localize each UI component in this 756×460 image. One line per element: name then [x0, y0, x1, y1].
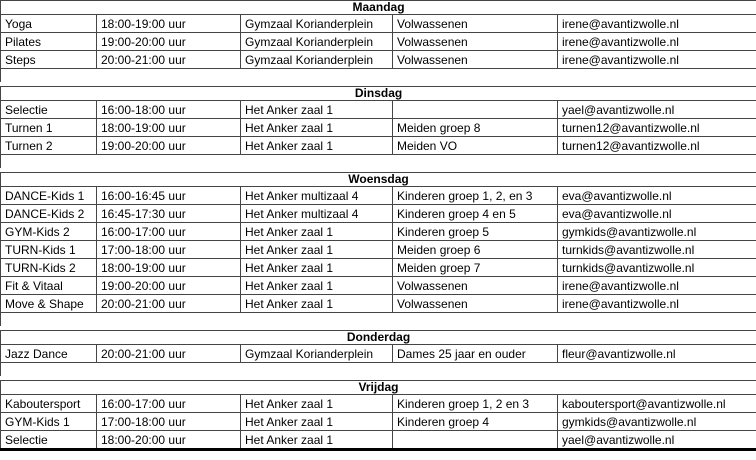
time-cell: 20:00-21:00 uur: [97, 295, 241, 313]
table-row: [1, 101, 756, 119]
location-cell: Het Anker multizaal 4: [241, 187, 393, 205]
time-cell: 18:00-19:00 uur: [97, 119, 241, 137]
table-row: [1, 223, 756, 241]
location-cell: Gymzaal Korianderplein: [241, 15, 393, 33]
time-cell: 16:00-16:45 uur: [97, 187, 241, 205]
table-row: [1, 277, 756, 295]
group-cell: Meiden VO: [393, 137, 558, 155]
activity-cell: Steps: [1, 51, 97, 69]
email-cell: irene@avantizwolle.nl: [558, 15, 756, 33]
email-cell: irene@avantizwolle.nl: [558, 277, 756, 295]
table-row: [1, 345, 756, 363]
schedule-table-donderdag: [0, 330, 756, 363]
activity-cell: TURN-Kids 2: [1, 259, 97, 277]
section-gap: [0, 363, 756, 380]
activity-cell: Kaboutersport: [1, 395, 97, 413]
location-cell: Het Anker zaal 1: [241, 223, 393, 241]
time-cell: 16:45-17:30 uur: [97, 205, 241, 223]
email-cell: yael@avantizwolle.nl: [558, 431, 756, 450]
group-cell: [393, 431, 558, 450]
group-cell: Kinderen groep 1, 2 en 3: [393, 395, 558, 413]
group-cell: Volwassenen: [393, 51, 558, 69]
email-cell: turnen12@avantizwolle.nl: [558, 119, 756, 137]
activity-cell: Turnen 2: [1, 137, 97, 155]
day-header-row: [1, 331, 756, 345]
table-row: [1, 395, 756, 413]
table-row: [1, 413, 756, 431]
table-row: [1, 137, 756, 155]
group-cell: Meiden groep 7: [393, 259, 558, 277]
location-cell: Het Anker multizaal 4: [241, 205, 393, 223]
location-cell: Het Anker zaal 1: [241, 241, 393, 259]
email-cell: fleur@avantizwolle.nl: [558, 345, 756, 363]
email-cell: turnkids@avantizwolle.nl: [558, 259, 756, 277]
location-cell: Gymzaal Korianderplein: [241, 33, 393, 51]
email-cell: irene@avantizwolle.nl: [558, 51, 756, 69]
section-gap: [0, 155, 756, 172]
location-cell: Gymzaal Korianderplein: [241, 51, 393, 69]
schedule-table-dinsdag: [0, 86, 756, 155]
activity-cell: Pilates: [1, 33, 97, 51]
group-cell: Kinderen groep 4: [393, 413, 558, 431]
table-row: [1, 187, 756, 205]
time-cell: 19:00-20:00 uur: [97, 277, 241, 295]
schedule-table-woensdag: [0, 172, 756, 313]
activity-cell: DANCE-Kids 1: [1, 187, 97, 205]
email-cell: irene@avantizwolle.nl: [558, 295, 756, 313]
activity-cell: Selectie: [1, 101, 97, 119]
table-row: [1, 295, 756, 313]
activity-cell: Turnen 1: [1, 119, 97, 137]
time-cell: 18:00-19:00 uur: [97, 259, 241, 277]
location-cell: Het Anker zaal 1: [241, 119, 393, 137]
day-header-row: [1, 173, 756, 187]
table-row: [1, 241, 756, 259]
email-cell: yael@avantizwolle.nl: [558, 101, 756, 119]
location-cell: Het Anker zaal 1: [241, 277, 393, 295]
time-cell: 16:00-17:00 uur: [97, 395, 241, 413]
group-cell: Volwassenen: [393, 295, 558, 313]
location-cell: Het Anker zaal 1: [241, 295, 393, 313]
time-cell: 18:00-20:00 uur: [97, 431, 241, 450]
time-cell: 17:00-18:00 uur: [97, 413, 241, 431]
table-row: [1, 51, 756, 69]
activity-cell: Selectie: [1, 431, 97, 450]
table-row: [1, 15, 756, 33]
group-cell: Meiden groep 6: [393, 241, 558, 259]
time-cell: 19:00-20:00 uur: [97, 33, 241, 51]
day-header-row: [1, 381, 756, 395]
time-cell: 17:00-18:00 uur: [97, 241, 241, 259]
section-gap: [0, 69, 756, 86]
time-cell: 18:00-19:00 uur: [97, 15, 241, 33]
email-cell: eva@avantizwolle.nl: [558, 187, 756, 205]
table-row: [1, 119, 756, 137]
schedule-table-vrijdag: [0, 380, 756, 451]
day-header-woensdag: Woensdag: [1, 173, 756, 187]
activity-cell: DANCE-Kids 2: [1, 205, 97, 223]
location-cell: Het Anker zaal 1: [241, 413, 393, 431]
day-header-donderdag: Donderdag: [1, 331, 756, 345]
schedule-table-maandag: [0, 0, 756, 69]
day-header-vrijdag: Vrijdag: [1, 381, 756, 395]
location-cell: Gymzaal Korianderplein: [241, 345, 393, 363]
location-cell: Het Anker zaal 1: [241, 259, 393, 277]
table-row: [1, 431, 756, 450]
group-cell: Meiden groep 8: [393, 119, 558, 137]
day-header-row: [1, 1, 756, 15]
activity-cell: Yoga: [1, 15, 97, 33]
group-cell: Volwassenen: [393, 33, 558, 51]
email-cell: gymkids@avantizwolle.nl: [558, 413, 756, 431]
group-cell: Kinderen groep 5: [393, 223, 558, 241]
group-cell: Kinderen groep 1, 2, en 3: [393, 187, 558, 205]
activity-cell: GYM-Kids 1: [1, 413, 97, 431]
time-cell: 16:00-17:00 uur: [97, 223, 241, 241]
table-row: [1, 33, 756, 51]
location-cell: Het Anker zaal 1: [241, 395, 393, 413]
time-cell: 19:00-20:00 uur: [97, 137, 241, 155]
group-cell: Kinderen groep 4 en 5: [393, 205, 558, 223]
table-row: [1, 205, 756, 223]
location-cell: Het Anker zaal 1: [241, 137, 393, 155]
activity-cell: Move & Shape: [1, 295, 97, 313]
time-cell: 16:00-18:00 uur: [97, 101, 241, 119]
email-cell: eva@avantizwolle.nl: [558, 205, 756, 223]
email-cell: gymkids@avantizwolle.nl: [558, 223, 756, 241]
activity-cell: GYM-Kids 2: [1, 223, 97, 241]
activity-cell: Jazz Dance: [1, 345, 97, 363]
group-cell: Volwassenen: [393, 277, 558, 295]
email-cell: turnen12@avantizwolle.nl: [558, 137, 756, 155]
day-header-maandag: Maandag: [1, 1, 756, 15]
email-cell: turnkids@avantizwolle.nl: [558, 241, 756, 259]
location-cell: Het Anker zaal 1: [241, 431, 393, 450]
table-row: [1, 259, 756, 277]
email-cell: irene@avantizwolle.nl: [558, 33, 756, 51]
group-cell: Dames 25 jaar en ouder: [393, 345, 558, 363]
location-cell: Het Anker zaal 1: [241, 101, 393, 119]
group-cell: [393, 101, 558, 119]
day-header-dinsdag: Dinsdag: [1, 87, 756, 101]
time-cell: 20:00-21:00 uur: [97, 51, 241, 69]
time-cell: 20:00-21:00 uur: [97, 345, 241, 363]
email-cell: kaboutersport@avantizwolle.nl: [558, 395, 756, 413]
activity-cell: Fit & Vitaal: [1, 277, 97, 295]
section-gap: [0, 313, 756, 330]
day-header-row: [1, 87, 756, 101]
group-cell: Volwassenen: [393, 15, 558, 33]
activity-cell: TURN-Kids 1: [1, 241, 97, 259]
